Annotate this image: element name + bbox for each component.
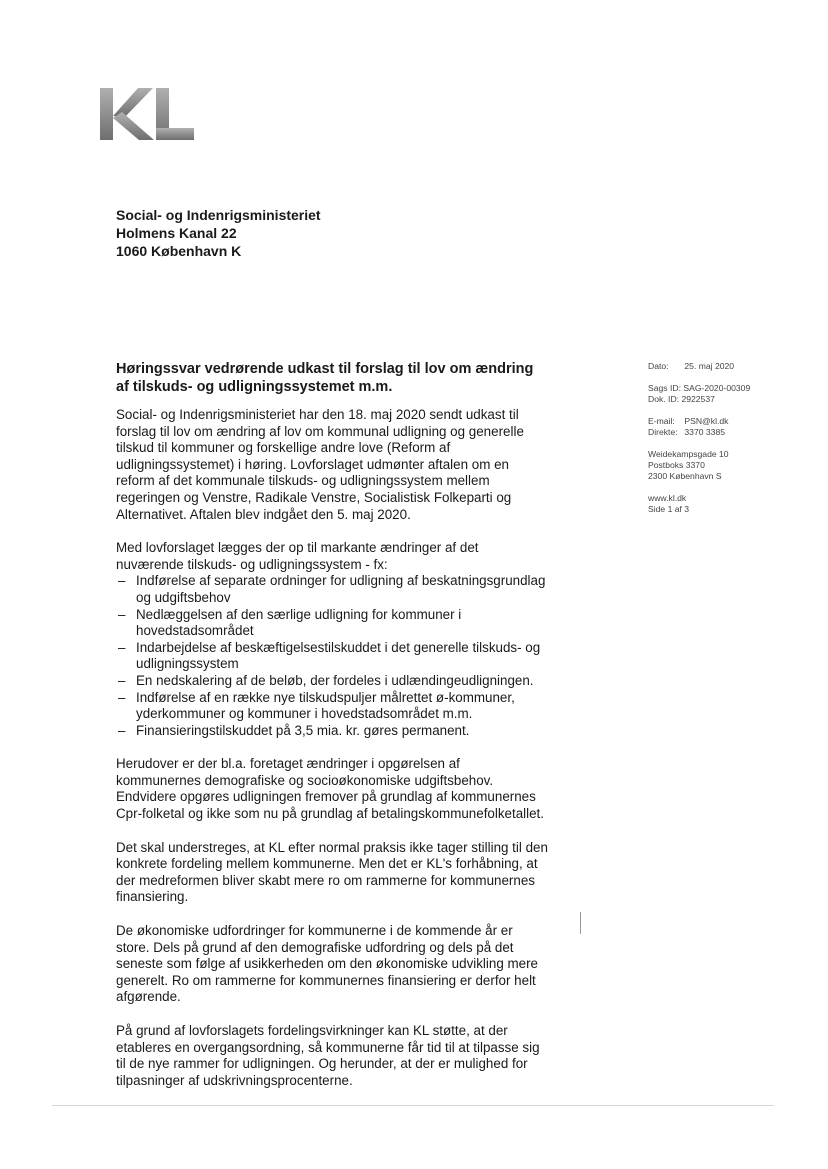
meta-pobox: Postboks 3370 [648,460,705,470]
meta-doc-value: 2922537 [681,394,715,404]
recipient-city: 1060 København K [116,243,242,259]
meta-postal-group [648,449,788,482]
meta-web-group [648,493,788,515]
meta-email [648,416,788,427]
list-item: – Indførelse af en række nye tilskudspuljer målrettet ø-kommuner, yderkommuner og kommuner i hovedstadsområdet m.m. [116,690,548,723]
list-item: – Indarbejdelse af beskæftigelsestilskuddet i det generelle tilskuds- og udligningssystem [116,640,548,673]
paragraph-economic-challenges: De økonomiske udfordringer for kommunerne i de kommende år er store. Dels på grund af den demografiske udfordring og dels på det seneste som følge af usikkerheden om den økonomiske udvikling mere generelt. Ro om rammerne for kommunernes finansiering er derfor helt afgørende. [116,923,539,1005]
meta-date-label: Dato: [648,361,669,371]
meta-direct-label: Direkte: [648,427,678,437]
meta-direct [648,427,788,438]
letter-body [116,360,548,1106]
paragraph-transition: På grund af lovforslagets fordelingsvirkninger kan KL støtte, at der etableres en overgangsordning, så kommunerne får tid til at tilpasse sig til de nye rammer for udligningen. Og herunder, at der er mulighed for tilpasninger af udskrivningsprocenterne. [116,1023,540,1088]
meta-page-number: Side 1 af 3 [648,504,690,514]
kl-logo [98,86,196,142]
meta-date [648,361,788,372]
scan-artifact [580,912,581,934]
recipient-street: Holmens Kanal 22 [116,225,237,241]
footer-divider [52,1105,774,1106]
meta-email-value[interactable]: PSN@kl.dk [684,416,729,426]
paragraph-kl-position: Det skal understreges, at KL efter normal praksis ikke tager stilling til den konkrete fordeling mellem kommunerne. Men det er KL's forhåbning, at der medreformen bliver skabt mere ro om rammerne for kommunernes finansiering. [116,839,548,905]
list-item: – En nedskalering af de beløb, der fordeles i udlændingeudligningen. [116,673,548,690]
letter-meta [648,361,788,526]
changes-list [116,573,548,739]
meta-date-group [648,361,788,372]
meta-street: Weidekampsgade 10 [648,449,729,459]
meta-email-label: E-mail: [648,416,675,426]
meta-case-value: SAG-2020-00309 [683,383,751,393]
letter-title: Høringssvar vedrørende udkast til forslag til lov om ændring af tilskuds- og udligningssystemet m.m. [116,361,534,395]
paragraph-changes-intro: Med lovforslaget lægges der op til markante ændringer af det nuværende tilskuds- og udligningssystem - fx: [116,540,479,572]
paragraph-other-changes: Herudover er der bl.a. foretaget ændringer i opgørelsen af kommunernes demografiske og socioøkonomiske udgiftsbehov. Endvidere opgøres udligningen fremover på grundlag af kommunernes Cpr-folketal og ikke som nu på grundlag af betalingskommunefolketallet. [116,756,544,822]
recipient-address [116,206,321,260]
list-item: – Finansieringstilskuddet på 3,5 mia. kr. gøres permanent. [116,723,548,740]
meta-doc-label: Dok. ID: [648,394,680,404]
meta-direct-value: 3370 3385 [684,427,726,437]
meta-doc [648,394,788,405]
list-item: – Indførelse af separate ordninger for udligning af beskatningsgrundlag og udgiftsbehov [116,573,548,606]
meta-city: 2300 København S [648,471,722,481]
meta-case-label: Sags ID: [648,383,681,393]
meta-ids-group [648,383,788,405]
meta-case [648,383,788,394]
recipient-name: Social- og Indenrigsministeriet [116,207,321,223]
meta-web[interactable]: www.kl.dk [648,493,687,503]
meta-date-value: 25. maj 2020 [684,361,735,371]
list-item: – Nedlæggelsen af den særlige udligning for kommuner i hovedstadsområdet [116,607,548,640]
paragraph-intro: Social- og Indenrigsministeriet har den 18. maj 2020 sendt udkast til forslag til lov om ændring af lov om kommunal udligning og generelle tilskud til kommuner og forskellige andre love (Reform af udligningssystemet) i høring. Lovforslaget udmønter aftalen om en reform af det kommunale tilskuds- og udligningssystem mellem regeringen og Venstre, Radikale Venstre, Socialistisk Folkeparti og Alternativet. Aftalen blev indgået den 5. maj 2020. [116,407,524,522]
meta-contact-group [648,416,788,438]
